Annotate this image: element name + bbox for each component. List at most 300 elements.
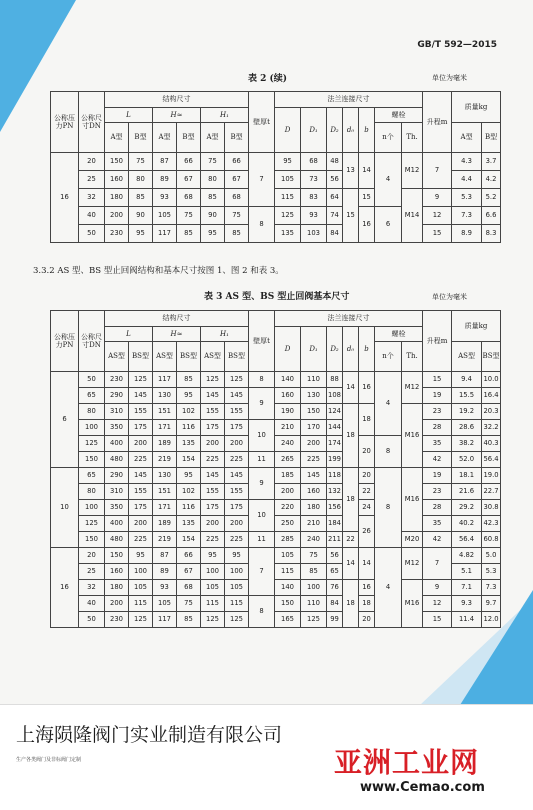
- table-header-cell: A型: [201, 123, 225, 153]
- table-cell: 4.4: [452, 171, 482, 189]
- table-cell: 38.2: [452, 436, 482, 452]
- table-cell: 15: [359, 189, 375, 207]
- table-cell: 140: [275, 372, 301, 388]
- table-cell: 144: [327, 420, 343, 436]
- table-cell: 19.2: [452, 404, 482, 420]
- watermark-url: www.Cemao.com: [360, 780, 485, 795]
- table-cell: 100: [201, 564, 225, 580]
- table-cell: 115: [129, 596, 153, 612]
- table-cell: 50: [79, 372, 105, 388]
- table-cell: 100: [301, 580, 327, 596]
- table-cell: 67: [177, 564, 201, 580]
- table-header-cell: B型: [225, 123, 249, 153]
- table-cell: 4: [375, 548, 402, 628]
- table-cell: 150: [79, 452, 105, 468]
- table-cell: 4: [375, 153, 402, 207]
- table-cell: 200: [129, 516, 153, 532]
- table-cell: 56.4: [482, 452, 501, 468]
- table-cell: 145: [225, 388, 249, 404]
- table-cell: 85: [301, 564, 327, 580]
- table-header-cell: H≈: [153, 327, 201, 342]
- table-cell: 150: [301, 404, 327, 420]
- table-cell: 105: [153, 207, 177, 225]
- table-cell: 11: [249, 532, 275, 548]
- table-cell: 89: [153, 171, 177, 189]
- table-cell: 5.3: [452, 189, 482, 207]
- table-cell: 18: [343, 468, 359, 532]
- table-cell: 7.3: [482, 580, 501, 596]
- table-cell: 22: [343, 532, 359, 548]
- table-cell: 175: [225, 500, 249, 516]
- table-cell: 145: [301, 468, 327, 484]
- table-header-cell: D: [275, 327, 301, 372]
- table-cell: 74: [327, 207, 343, 225]
- table-cell: 190: [275, 404, 301, 420]
- table-cell: 20: [359, 612, 375, 628]
- table-header-cell: D₁: [301, 327, 327, 372]
- table-cell: 125: [129, 612, 153, 628]
- table-cell: 200: [275, 484, 301, 500]
- table-header-cell: H≈: [153, 108, 201, 123]
- table-row: [51, 468, 501, 484]
- table-cell: 18: [359, 404, 375, 436]
- table-cell: 115: [275, 189, 301, 207]
- table-cell: 5.3: [482, 564, 501, 580]
- table-cell: 189: [153, 436, 177, 452]
- table-cell: 85: [177, 372, 201, 388]
- table-cell: 50: [79, 225, 105, 243]
- table-cell: 35: [423, 436, 452, 452]
- table-cell: 115: [225, 596, 249, 612]
- table-cell: 9.4: [452, 372, 482, 388]
- table-cell: 15: [423, 612, 452, 628]
- table-cell: 165: [275, 612, 301, 628]
- table-cell: 135: [177, 516, 201, 532]
- table-cell: 20.3: [482, 404, 501, 420]
- table-cell: 219: [153, 532, 177, 548]
- table-cell: 87: [153, 153, 177, 171]
- table-cell: 9: [423, 580, 452, 596]
- corner-triangle-bottom-right: [400, 590, 533, 705]
- table-header-cell: Th.: [402, 123, 423, 153]
- table-cell: 16.4: [482, 388, 501, 404]
- table-cell: 32.2: [482, 420, 501, 436]
- table-cell: 160: [105, 564, 129, 580]
- table-cell: 93: [301, 207, 327, 225]
- table-cell: 6: [51, 372, 79, 468]
- table-cell: 42: [423, 452, 452, 468]
- table-cell: 90: [129, 207, 153, 225]
- table-cell: 16: [51, 153, 79, 243]
- table-cell: 100: [225, 564, 249, 580]
- table-row: [51, 311, 501, 327]
- table-cell: 156: [327, 500, 343, 516]
- table-cell: 16: [359, 580, 375, 596]
- table-cell: 95: [129, 225, 153, 243]
- table-cell: M12: [402, 372, 423, 404]
- table-cell: 100: [129, 564, 153, 580]
- table-cell: 18: [343, 580, 359, 628]
- table-cell: 110: [301, 596, 327, 612]
- header-mass: 质量kg: [452, 311, 501, 342]
- table-cell: 29.2: [452, 500, 482, 516]
- table-cell: 8.3: [482, 225, 501, 243]
- table-cell: 95: [201, 548, 225, 564]
- table-cell: 40: [79, 207, 105, 225]
- table-cell: 66: [225, 153, 249, 171]
- table-cell: 85: [129, 189, 153, 207]
- table-cell: 23: [423, 484, 452, 500]
- table-header-cell: A型: [452, 123, 482, 153]
- table-cell: 18.1: [452, 468, 482, 484]
- table-header-cell: D₁: [301, 108, 327, 153]
- table-row: [51, 388, 501, 404]
- table-header-cell: b: [359, 108, 375, 153]
- table-cell: 240: [275, 436, 301, 452]
- table-cell: 7: [423, 153, 452, 189]
- table-cell: 14: [343, 372, 359, 404]
- table-cell: 75: [177, 207, 201, 225]
- table-cell: 7.1: [452, 580, 482, 596]
- table-cell: 125: [201, 612, 225, 628]
- table-cell: 8: [249, 372, 275, 388]
- table-header-cell: BS型: [482, 342, 501, 372]
- table-cell: 84: [327, 596, 343, 612]
- table-header-cell: L: [105, 327, 153, 342]
- table-header-cell: B型: [482, 123, 501, 153]
- table-cell: 12: [423, 207, 452, 225]
- table-3-title: 表 3 AS 型、BS 型止回阀基本尺寸: [204, 292, 350, 302]
- table-cell: 20: [79, 548, 105, 564]
- table-cell: 56.4: [452, 532, 482, 548]
- table-cell: 68: [225, 189, 249, 207]
- table-cell: 14: [343, 548, 359, 580]
- table-row: [51, 92, 501, 108]
- table-cell: 145: [201, 468, 225, 484]
- header-lift: 升程m: [423, 311, 452, 372]
- table-cell: 10: [249, 420, 275, 452]
- table-cell: 16: [359, 372, 375, 404]
- table-row: [51, 532, 501, 548]
- table-cell: 48: [327, 153, 343, 171]
- table-cell: 80: [79, 484, 105, 500]
- table-cell: 68: [301, 153, 327, 171]
- table-cell: 40.3: [482, 436, 501, 452]
- table-cell: 88: [327, 372, 343, 388]
- table-cell: 95: [177, 468, 201, 484]
- table-cell: 99: [327, 612, 343, 628]
- table-cell: 175: [225, 420, 249, 436]
- table-cell: 125: [275, 207, 301, 225]
- table-header-cell: AS型: [153, 342, 177, 372]
- table-cell: 350: [105, 500, 129, 516]
- table-cell: 3.7: [482, 153, 501, 171]
- table-cell: M12: [402, 153, 423, 189]
- table-cell: 170: [301, 420, 327, 436]
- table-cell: 225: [129, 452, 153, 468]
- table-cell: 130: [153, 468, 177, 484]
- table-cell: 155: [225, 404, 249, 420]
- table-cell: 108: [327, 388, 343, 404]
- table-header-cell: D₂: [327, 108, 343, 153]
- table-cell: 145: [129, 468, 153, 484]
- table-cell: 75: [177, 596, 201, 612]
- table-cell: 150: [105, 153, 129, 171]
- table-cell: 85: [201, 189, 225, 207]
- table-row: [51, 153, 501, 171]
- table-cell: 135: [275, 225, 301, 243]
- table-cell: 130: [301, 388, 327, 404]
- table-cell: 175: [201, 500, 225, 516]
- table-cell: 76: [327, 580, 343, 596]
- table-cell: 125: [201, 372, 225, 388]
- table-cell: 75: [129, 153, 153, 171]
- table-cell: 95: [275, 153, 301, 171]
- table-cell: 7: [249, 153, 275, 207]
- table-header-cell: H₁: [201, 108, 249, 123]
- table-cell: 42.3: [482, 516, 501, 532]
- table-cell: 219: [153, 452, 177, 468]
- table-header-cell: AS型: [452, 342, 482, 372]
- table-cell: 220: [275, 500, 301, 516]
- table-cell: 225: [129, 532, 153, 548]
- table-cell: 125: [225, 372, 249, 388]
- table-cell: 22: [359, 484, 375, 500]
- table-cell: 175: [201, 420, 225, 436]
- table-header-cell: d₀: [343, 327, 359, 372]
- table-cell: 125: [301, 612, 327, 628]
- table-cell: 90: [201, 207, 225, 225]
- table-cell: 103: [301, 225, 327, 243]
- table-cell: 225: [225, 452, 249, 468]
- table-cell: 7: [423, 548, 452, 580]
- table-cell: 225: [201, 532, 225, 548]
- table-header-cell: BS型: [129, 342, 153, 372]
- table-cell: 135: [177, 436, 201, 452]
- table-2-unit: 单位为毫米: [432, 74, 467, 82]
- table-header-cell: b: [359, 327, 375, 372]
- table-cell: 9.3: [452, 596, 482, 612]
- table-cell: 60.8: [482, 532, 501, 548]
- table-cell: 265: [275, 452, 301, 468]
- table-cell: 23: [423, 404, 452, 420]
- company-name: 上海陨隆阀门实业制造有限公司: [16, 724, 283, 746]
- table-cell: 95: [177, 388, 201, 404]
- table-cell: 66: [177, 153, 201, 171]
- table-cell: 155: [201, 404, 225, 420]
- table-header-cell: 螺栓: [375, 327, 423, 342]
- table-cell: 4.2: [482, 171, 501, 189]
- table-header-cell: A型: [105, 123, 129, 153]
- table-cell: 145: [201, 388, 225, 404]
- table-cell: 116: [177, 500, 201, 516]
- table-cell: 50: [79, 612, 105, 628]
- table-cell: 155: [129, 404, 153, 420]
- table-cell: 8.9: [452, 225, 482, 243]
- table-cell: 14: [359, 153, 375, 189]
- table-cell: 12: [423, 596, 452, 612]
- table-cell: 20: [79, 153, 105, 171]
- table-cell: 16: [359, 207, 375, 243]
- table-cell: 22.7: [482, 484, 501, 500]
- table-header-cell: H₁: [201, 327, 249, 342]
- table-cell: 8: [249, 207, 275, 243]
- table-header-cell: BS型: [225, 342, 249, 372]
- table-cell: 225: [201, 452, 225, 468]
- table-cell: 211: [327, 532, 343, 548]
- table-cell: 42: [423, 532, 452, 548]
- table-cell: 25: [79, 564, 105, 580]
- table-cell: 200: [105, 207, 129, 225]
- table-cell: 350: [105, 420, 129, 436]
- table-row: [51, 516, 501, 532]
- table-cell: 105: [275, 548, 301, 564]
- table-cell: 89: [153, 564, 177, 580]
- table-header-cell: D: [275, 108, 301, 153]
- header-pn: 公称压力PN: [51, 92, 79, 153]
- table-cell: 9: [249, 388, 275, 420]
- header-mass: 质量kg: [452, 92, 501, 123]
- table-cell: 200: [129, 436, 153, 452]
- table-cell: 225: [225, 532, 249, 548]
- table-cell: 132: [327, 484, 343, 500]
- table-cell: 95: [225, 548, 249, 564]
- table-cell: 7.3: [452, 207, 482, 225]
- table-header-cell: AS型: [201, 342, 225, 372]
- table-cell: 10.0: [482, 372, 501, 388]
- table-cell: 189: [153, 516, 177, 532]
- header-wall: 壁厚t: [249, 92, 275, 153]
- table-cell: 6.6: [482, 207, 501, 225]
- header-struct: 结构尺寸: [105, 92, 249, 108]
- table-cell: 56: [327, 548, 343, 564]
- table-cell: 150: [275, 596, 301, 612]
- table-cell: 230: [105, 612, 129, 628]
- table-row: [51, 404, 501, 420]
- table-cell: 200: [225, 516, 249, 532]
- table-2-title: 表 2 (续): [248, 74, 288, 84]
- table-cell: 25: [79, 171, 105, 189]
- table-cell: 130: [153, 388, 177, 404]
- table-cell: 35: [423, 516, 452, 532]
- table-cell: 155: [225, 484, 249, 500]
- table-cell: 171: [153, 420, 177, 436]
- table-cell: 180: [301, 500, 327, 516]
- table-cell: 210: [275, 420, 301, 436]
- table-cell: 28: [423, 500, 452, 516]
- table-cell: 116: [177, 420, 201, 436]
- table-cell: 117: [153, 372, 177, 388]
- table-cell: 200: [201, 436, 225, 452]
- table-cell: 7: [249, 548, 275, 596]
- table-header-cell: BS型: [177, 342, 201, 372]
- header-dn: 公称尺寸DN: [79, 311, 105, 372]
- table-cell: 310: [105, 484, 129, 500]
- table-cell: M16: [402, 404, 423, 468]
- table-header-cell: AS型: [105, 342, 129, 372]
- table-cell: 151: [153, 484, 177, 500]
- standard-number: GB/T 592—2015: [417, 40, 497, 50]
- table-cell: 174: [327, 436, 343, 452]
- table-cell: 210: [301, 516, 327, 532]
- table-cell: 125: [79, 516, 105, 532]
- header-pn: 公称压力PN: [51, 311, 79, 372]
- table-cell: 80: [129, 171, 153, 189]
- table-row: [51, 548, 501, 564]
- table-cell: 250: [275, 516, 301, 532]
- table-cell: 4.3: [452, 153, 482, 171]
- table-row: [51, 189, 501, 207]
- table-cell: 480: [105, 532, 129, 548]
- table-cell: 65: [327, 564, 343, 580]
- table-cell: 171: [153, 500, 177, 516]
- table-cell: 80: [79, 404, 105, 420]
- table-cell: 160: [301, 484, 327, 500]
- table-cell: 80: [201, 171, 225, 189]
- table-row: [51, 484, 501, 500]
- table-cell: 21.6: [452, 484, 482, 500]
- table-cell: 40: [79, 596, 105, 612]
- table-cell: 73: [301, 171, 327, 189]
- table-cell: 8: [375, 436, 402, 468]
- table-cell: 100: [79, 420, 105, 436]
- table-cell: 56: [327, 171, 343, 189]
- table-cell: 155: [129, 484, 153, 500]
- table-cell: 240: [301, 532, 327, 548]
- table-row: [51, 420, 501, 436]
- table-cell: 150: [105, 548, 129, 564]
- table-cell: 151: [153, 404, 177, 420]
- table-header-cell: n个: [375, 123, 402, 153]
- table-cell: 180: [105, 580, 129, 596]
- table-cell: 75: [301, 548, 327, 564]
- table-header-cell: d₀: [343, 108, 359, 153]
- table-cell: 16: [51, 548, 79, 628]
- table-cell: 200: [105, 596, 129, 612]
- table-cell: 6: [375, 207, 402, 243]
- table-cell: 84: [327, 225, 343, 243]
- table-cell: 400: [105, 436, 129, 452]
- table-cell: 102: [177, 484, 201, 500]
- table-cell: M12: [402, 548, 423, 580]
- table-cell: 66: [177, 548, 201, 564]
- table-cell: 200: [301, 436, 327, 452]
- table-3: [50, 310, 501, 628]
- table-cell: 95: [201, 225, 225, 243]
- table-header-cell: B型: [177, 123, 201, 153]
- table-cell: 105: [275, 171, 301, 189]
- table-cell: 19: [423, 468, 452, 484]
- table-cell: 32: [79, 189, 105, 207]
- table-cell: 67: [177, 171, 201, 189]
- table-cell: 105: [201, 580, 225, 596]
- table-cell: 12.0: [482, 612, 501, 628]
- table-cell: 145: [225, 468, 249, 484]
- table-row: [51, 436, 501, 452]
- table-cell: 85: [177, 612, 201, 628]
- table-row: [51, 207, 501, 225]
- table-cell: 5.1: [452, 564, 482, 580]
- table-cell: 125: [79, 436, 105, 452]
- table-header-cell: 螺栓: [375, 108, 423, 123]
- table-cell: 14: [359, 548, 375, 580]
- table-cell: 200: [201, 516, 225, 532]
- table-cell: 10: [249, 500, 275, 532]
- table-row: [51, 452, 501, 468]
- table-cell: 200: [225, 436, 249, 452]
- table-cell: 11.4: [452, 612, 482, 628]
- table-cell: 184: [327, 516, 343, 532]
